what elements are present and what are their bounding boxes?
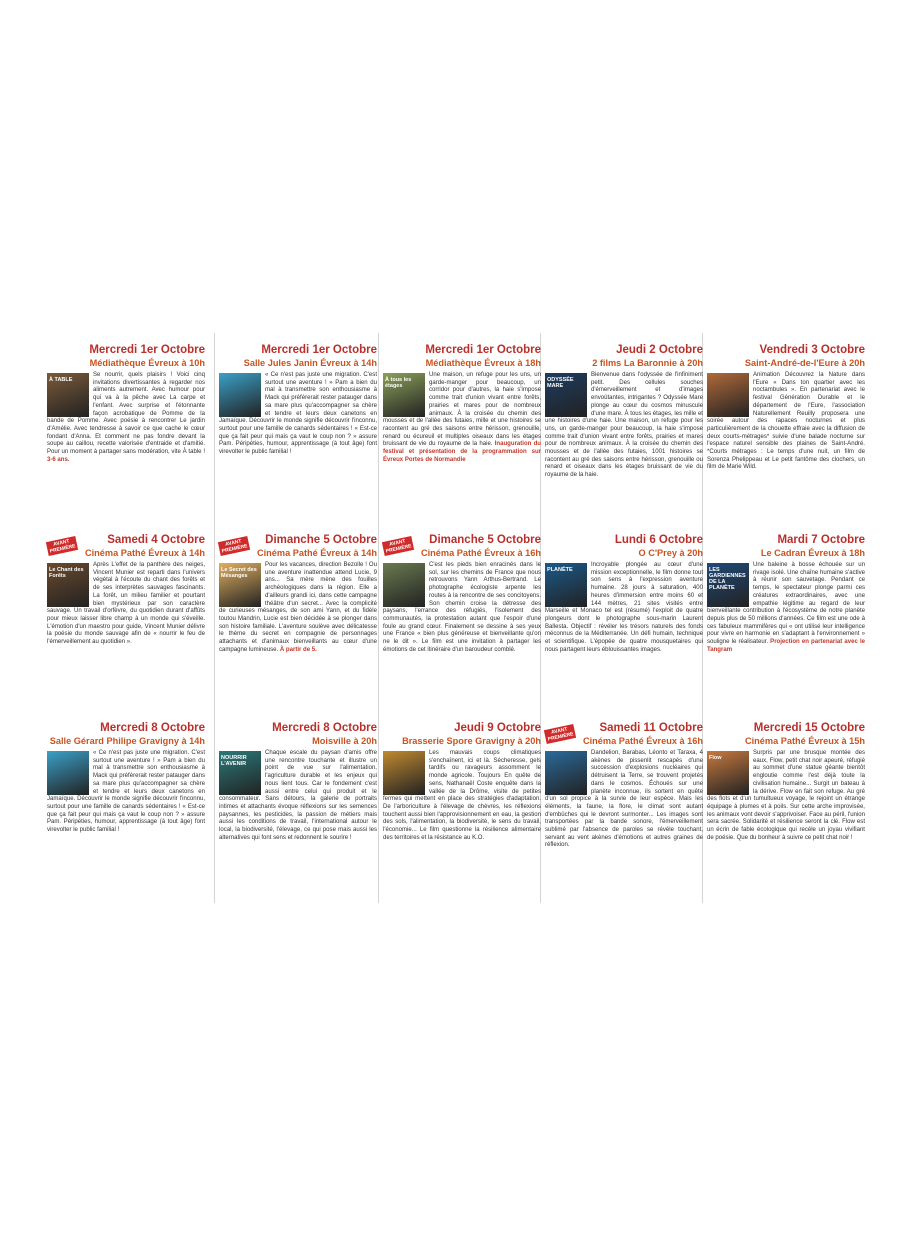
film-poster-image xyxy=(219,373,261,417)
film-poster-image xyxy=(545,373,587,417)
poster-title: PLANÈTE xyxy=(547,567,573,573)
event-date: Mercredi 1er Octobre xyxy=(425,344,541,356)
event-3 xyxy=(383,343,541,464)
film-poster-image xyxy=(47,751,89,795)
event-venue: Médiathèque Évreux à 10h xyxy=(89,358,205,368)
event-highlight: À partir de 5. xyxy=(279,646,317,653)
program-grid xyxy=(44,333,864,903)
event-venue: Moisville à 20h xyxy=(312,736,377,746)
film-poster-image xyxy=(383,373,425,417)
event-date: Mercredi 8 Octobre xyxy=(100,722,205,734)
event-9 xyxy=(545,533,703,654)
film-poster-image xyxy=(219,751,261,795)
poster-title: NOURRIR L'AVENIR xyxy=(221,755,247,767)
film-poster-image xyxy=(383,751,425,795)
event-8 xyxy=(383,533,541,654)
event-text: « Ce n'est pas juste une migration. C'est surtout une aventure ! » Pam a bien du mal à transmettre son enthousiasme à Mack qui préférerait rester patauger dans sa mare plus qu'accompagner sa chère et tendre et leurs deux canetons en Jamaïque. Découvrir le monde signifie découvrir l'inconnu, surtout pour une famille de canards sédentaires ! « Est-ce que ça fait peur qui mais ça vaut le coup non ? » assure Pam. Péripéties, humour, apprentissage (à tout âge) font virevolter le public familial ! xyxy=(219,372,377,456)
event-date: Mercredi 1er Octobre xyxy=(89,344,205,356)
film-poster-image xyxy=(707,563,749,607)
event-14 xyxy=(545,721,703,850)
poster-title: LES GARDIENNES DE LA PLANÈTE xyxy=(709,567,746,591)
event-5 xyxy=(707,343,865,472)
event-text: « Ce n'est pas juste une migration. C'est surtout une aventure ! » Pam a bien du mal à transmettre son enthousiasme à Mack qui préférerait rester patauger dans sa mare plus qu'accompagner sa chère et tendre et leurs deux canetons en Jamaïque. Découvrir le monde signifie découvrir l'inconnu, surtout pour une famille de canards sédentaires ! « Est-ce que ça fait peur qui mais ça vaut le coup non ? » assure Pam. Péripéties, humour, apprentissage (à tout âge) font virevolter le public familial ! xyxy=(47,750,205,834)
event-date: Mercredi 1er Octobre xyxy=(261,344,377,356)
event-15 xyxy=(707,721,865,842)
column-divider xyxy=(378,333,379,903)
event-description xyxy=(219,562,377,654)
event-1 xyxy=(47,343,205,464)
event-description xyxy=(47,750,205,835)
event-highlight: Projection en partenariat avec le Tangram xyxy=(707,639,866,653)
event-venue: Le Cadran Évreux à 18h xyxy=(760,548,865,558)
film-poster-image xyxy=(707,373,749,417)
event-highlight: Inauguration du festival et présentation de la programmation sur Évreux Portes de Normandie xyxy=(383,441,541,463)
event-text: Dandelion, Barabas, Léonto et Taraxa, 4 akènes de pissenlit rescapés d'une succession d'explosions nucléaires qui détruisent la Terre, se trouvent projetés dans le cosmos. Échoués sur une planète inconnue, ils sortent en quête d'un sol propice à la survie de leur espèce. Mais les éléments, la faune, la flore, le climat sont autant d'embûches qui le devront surmonter... Les images sont transportées par la bande sonore, l'émerveillement sublimé par l'absence de paroles se révèle touchant, servant au vent akènes d'émotions et autres graines de réflexion. xyxy=(545,750,703,849)
event-venue: Cinéma Pathé Évreux à 16h xyxy=(420,548,541,558)
event-description xyxy=(545,750,703,850)
event-text: Incroyable plongée au cœur d'une mission exceptionnelle, le film donne tout son sens à l'expression aventure humaine. 28 jours à saturation, 400 heures d'immersion entre moins 60 et 144 mètres, 21 sites visités entre Marseille et Monaco tel est (résumé) l'exploit de quatre plongeurs dont le photographe sous-marin Laurent Ballesta. Objectif : révéler les trésors naturels des fonds méconnus de la Méditerranée. Un défi humain, technique et scientifique. L'épopée de quatre mousquetaires qui nous partagent leurs éblouissantes images. xyxy=(545,562,703,653)
event-venue: O C'Prey à 20h xyxy=(638,548,703,558)
avant-premiere-badge: AVANT PREMIÈRE xyxy=(545,727,575,743)
film-poster-image xyxy=(47,563,89,607)
event-venue: Cinéma Pathé Évreux à 14h xyxy=(256,548,377,558)
event-venue: Salle Gérard Philipe Gravigny à 14h xyxy=(49,736,205,746)
event-date: Mardi 7 Octobre xyxy=(777,534,865,546)
event-text: Surpris par une brusque montée des eaux, Flow, petit chat noir apeuré, réfugié au sommet d'une statue géante bientôt engloutie comme l'est déjà toute la civilisation humaine... Surgit un bateau à la dérive. Flow en fait son refuge. Au gré des flots et d'un tumultueux voyage, le rejoint un étrange équipage à plumes et à poils. Sur cette arche improvisée, les animaux vont devoir s'apprivoiser. Face au péril, l'union sera sacrée. Solidarité et résilience seront la clé. Flow est un écrin de fable écologique qui recèle un joyau vivifiant de poésie. Que du bonheur à suivre ce petit chat noir ! xyxy=(707,750,865,841)
event-description xyxy=(707,562,865,654)
event-2 xyxy=(219,343,377,457)
event-description xyxy=(545,562,703,654)
event-text: Pour les vacances, direction Bezolle ! Ou une aventure inattendue attend Lucie, 9 ans... Sa mère mène des fouilles archéologiques dans la région. Elle a d'ailleurs grandi ici, dans cette campagne théâtre d'un secret... Avec la complicité de curieuses mésanges, de son ami Yann, et du fidèle toutou Mandrin, Lucie est bien décidée à se plonger dans son histoire familiale. L'aventure soulève avec délicatesse le thème du secret en compagnie de personnages attachants et d'animaux bienveillants au cœur d'une campagne lumineuse. xyxy=(219,562,377,653)
event-venue: Cinéma Pathé Évreux à 16h xyxy=(582,736,703,746)
event-description xyxy=(383,750,541,842)
event-text: Chaque escale du paysan d'amis offre une rencontre touchante et illustre un point de vue sur l'alimentation, l'agriculture durable et les enjeux qui nous lient tous. Car le fondement c'est aussi entre celui qui produit et le consommateur. Sans détours, la galerie de portraits intimes et attachants évoque réflexions sur les semences paysannes, les pesticides, la passion de métiers mais aussi les conditions de travail, l'international autour le local, la biodiversité, l'élevage, ce qui pose mais aussi les alternatives qui font sens et redonnent le sourire ! xyxy=(219,750,377,841)
event-11 xyxy=(47,721,205,835)
event-venue: Brasserie Spore Gravigny à 20h xyxy=(402,736,541,746)
event-date: Vendredi 3 Octobre xyxy=(759,344,865,356)
event-date: Samedi 4 Octobre xyxy=(107,534,205,546)
event-date: Dimanche 5 Octobre xyxy=(265,534,377,546)
column-divider xyxy=(214,333,215,903)
event-date: Mercredi 8 Octobre xyxy=(272,722,377,734)
event-date: Jeudi 9 Octobre xyxy=(454,722,541,734)
event-4 xyxy=(545,343,703,480)
film-poster-image xyxy=(545,563,587,607)
film-poster-image xyxy=(47,373,89,417)
poster-title: Flow xyxy=(709,755,722,761)
event-description xyxy=(383,372,541,464)
poster-title: À TABLE xyxy=(49,377,73,383)
event-text: Bienvenue dans l'odyssée de l'infiniment petit. Des cellules souches d'émerveillement et d'images envoûtantes, intrigantes ? Odyssée Mare plonge au cœur du cosmos minuscule d'une mare. À tous les étages, les mille et une histoires d'une haie. Une maison, un refuge pour les uns, un garde-manger pour beaucoup, la haie s'impose comme trait d'union vivant entre forêts, prairies et mares pour de nombreux animaux. À la croisée du chemin des mousses et de l'allée des futaies, 1001 histoires se racontent au gré des saisons entre hérisson, grenouille ou renard et oiseaux dans les étages bruissant de vie du royaume de la haie. xyxy=(545,372,703,479)
avant-premiere-badge: AVANT PREMIÈRE xyxy=(383,539,413,555)
event-venue: Cinéma Pathé Évreux à 15h xyxy=(744,736,865,746)
event-10 xyxy=(707,533,865,654)
event-text: Une baleine à bosse échouée sur un rivage isolé. Une chaîne humaine s'active à réunir son sauvetage. Pendant ce temps, le spectateur plonge parmi ces créatures extraordinaires, avec une empathie légitime au regard de leur bienveillante contribution à l'écosystème de notre planète depuis plus de 50 millions d'années. Ce film est une ode à ces fabuleux mammifères qui « ont utilisé leur intelligence pour vivre en harmonie en s'adaptant à l'environnement » souligne le réalisateur. xyxy=(707,562,865,646)
event-venue: Salle Jules Janin Évreux à 14h xyxy=(243,358,377,368)
film-poster-image xyxy=(545,751,587,795)
event-description xyxy=(219,750,377,842)
event-description xyxy=(545,372,703,480)
event-text: Une maison, un refuge pour les uns, un garde-manger pour beaucoup, un corridor pour d'autres, la haie s'impose comme trait d'union vivant entre forêts, prairies et mares pour de nombreux animaux. À la croisée du chemin des mousses et de l'allée des futaies, mille et une histoires se racontent au gré des saisons entre hérisson, grenouille, renard ou écureuil et multiples oiseaux dans les étages bruissant de vie du royaume de la haie. xyxy=(383,372,541,448)
event-description xyxy=(707,750,865,842)
event-text: Animation Découvrez la Nature dans l'Eure « Dans ton quartier avec les noctambules ». En partenariat avec le festival Génération Durable et le département de l'Eure, l'association Naturellement Reuilly proposera une soirée autour des rapaces nocturnes et plus particulièrement de la chouette effraie avec la diffusion de deux courts-métrages* suivie d'une balade nocturne sur l'espace naturel sensible des plaines de Saint-André. *Courts métrages : Le temps d'une nuit, un film de Sorenza Phelippeau et Le petit fantôme des clochers, un film de Marie Wild. xyxy=(707,372,865,471)
event-description xyxy=(219,372,377,457)
poster-title: Le Chant des Forêts xyxy=(49,567,84,579)
event-venue: Cinéma Pathé Évreux à 14h xyxy=(84,548,205,558)
event-description xyxy=(47,562,205,647)
event-description xyxy=(383,562,541,654)
event-date: Mercredi 15 Octobre xyxy=(753,722,865,734)
event-description xyxy=(47,372,205,464)
event-venue: Saint-André-de-l'Eure à 20h xyxy=(744,358,865,368)
event-venue: 2 films La Baronnie à 20h xyxy=(592,358,703,368)
event-7 xyxy=(219,533,377,654)
event-description xyxy=(707,372,865,472)
film-poster-image xyxy=(383,563,425,607)
avant-premiere-badge: AVANT PREMIÈRE xyxy=(47,539,77,555)
event-date: Dimanche 5 Octobre xyxy=(429,534,541,546)
event-text: Après L'effet de la panthère des neiges, Vincent Munier est reparti dans l'univers végétal à l'écoute du chant des forêts et de ses interprètes sauvages fascinants. La forêt, un milieu familier et pourtant bien mystérieux par son caractère sauvage. Un travail d'orfèvre, du quotidien durant d'affûts pour mieux laisser libre champ à un monde qui s'éveille. L'émotion d'un maestro pour guide, Vincent Munier délivre la poésie du monde sauvage afin de « nourrir le feu de l'émerveillement au quotidien ». xyxy=(47,562,205,646)
event-date: Lundi 6 Octobre xyxy=(614,534,703,546)
event-venue: Médiathèque Évreux à 18h xyxy=(425,358,541,368)
event-text: Se nourrir, quels plaisirs ! Voici cinq invitations divertissantes à regarder nos aliments autrement. Avec humour pour qui va à la pêche avec La carpe et l'enfant. Avec surprise et l'étonnante façon acrobatique de Pomme de la bande de Pomme. Avec poésie à rencontrer Le jardin d'Amélie. Avec tendresse à savoir ce que cache le cœur fondant d'Anna. Et comment ne pas fondre devant la soupe au caillou, recette valorisée d'entraide et d'amitié. Pour un moment à partager sans modération, vite À table ! xyxy=(47,372,205,456)
poster-title: Le Secret des Mésanges xyxy=(221,567,257,579)
poster-title: À tous les étages xyxy=(385,377,412,389)
avant-premiere-badge: AVANT PREMIÈRE xyxy=(219,539,249,555)
event-12 xyxy=(219,721,377,842)
event-6 xyxy=(47,533,205,647)
event-date: Jeudi 2 Octobre xyxy=(616,344,703,356)
film-poster-image xyxy=(707,751,749,795)
event-highlight: 3-6 ans. xyxy=(47,456,70,463)
event-date: Samedi 11 Octobre xyxy=(599,722,703,734)
event-text: Les mauvais coups climatiques s'enchaînent, ici et là. Sécheresse, gels tardifs ou ravageurs assomment le monde agricole. Toujours En quête de sens, Nathanaël Coste enquête dans la vallée de la Drôme, visite de petites fermes qui mettent en place des stratégies d'adaptation. De l'arboriculture à l'élevage de chèvres, les réflexions touchent aussi bien l'approvisionnement en eau, la gestion des sols, l'alimentation, la biodiversité, le sens du travail, l'économie... Le film questionne la résilience alimentaire des territoires et la résistance au K.O. xyxy=(383,750,541,841)
event-13 xyxy=(383,721,541,842)
film-poster-image xyxy=(219,563,261,607)
poster-title: ODYSSÉE MARE xyxy=(547,377,574,389)
event-text: C'est les pieds bien enracinés dans le sol, sur les chemins de France que nous retrouvons Yann Arthus-Bertrand. Le photographe écologiste arpente les routes à la rencontre de ses concitoyens. Son chemin croise la détresse des paysans, l'errance des réfugiés, l'isolement des communautés, la protestation autant que l'espoir d'une foule au grand cœur. Finalement se dessine à ses yeux une France « bien plus généreuse et bienveillante qu'on ne le dit ». Le film est une invitation à partager les émotions de cet itinéraire d'un baroudeur comblé. xyxy=(383,562,541,653)
